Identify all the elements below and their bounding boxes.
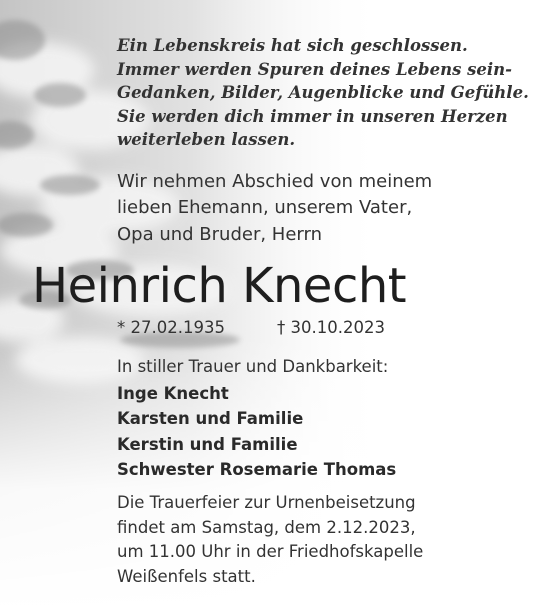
mourner-item: Schwester Rosemarie Thomas [117, 459, 397, 479]
deceased-name: Heinrich Knecht [32, 258, 407, 314]
verse-line-4: Sie werden dich immer in unseren Herzen [117, 106, 508, 126]
funeral-line-4: Weißenfels statt. [117, 566, 256, 586]
funeral-line-1: Die Trauerfeier zur Urnenbeisetzung [117, 493, 416, 512]
funeral-line-2: findet am Samstag, dem 2.12.2023, [117, 517, 416, 537]
funeral-line-3: um 11.00 Uhr in der Friedhofskapelle [117, 542, 424, 561]
funeral-details [117, 491, 423, 589]
intro-line-3: Opa und Bruder, Herrn [117, 223, 322, 245]
memorial-verse [117, 34, 529, 152]
mourning-intro: In stiller Trauer und Dankbarkeit: [117, 357, 389, 376]
mourner-item: Inge Knecht [117, 384, 229, 403]
birth-date: * 27.02.1935 [117, 318, 225, 337]
mourners-list [117, 381, 396, 482]
verse-line-2: Immer werden Spuren deines Lebens sein- [117, 59, 513, 79]
death-date: † 30.10.2023 [277, 318, 385, 337]
verse-line-3: Gedanken, Bilder, Augenblicke und Gefühle. [117, 83, 529, 103]
mourner-item: Karsten und Familie [117, 409, 304, 429]
intro-line-1: Wir nehmen Abschied von meinem [117, 171, 433, 192]
farewell-intro [117, 169, 432, 248]
mourner-item: Kerstin und Familie [117, 434, 298, 454]
verse-line-5: weiterleben lassen. [117, 130, 296, 150]
verse-line-1: Ein Lebenskreis hat sich geschlossen. [117, 36, 468, 55]
intro-line-2: lieben Ehemann, unserem Vater, [117, 197, 413, 219]
life-dates [117, 317, 385, 339]
